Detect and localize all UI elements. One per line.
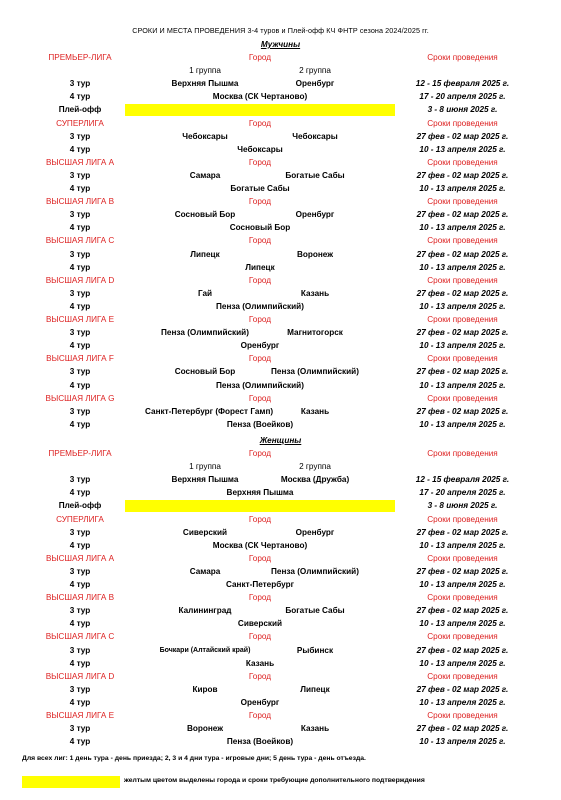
venue-group-2: Казань: [300, 288, 330, 298]
dates-header: Сроки проведения: [427, 393, 498, 403]
round-label: 3 тур: [69, 645, 91, 655]
league-header-row: [0, 313, 561, 326]
schedule-row: [0, 248, 561, 261]
venue-group-2: Рыбинск: [296, 645, 334, 655]
venue: Казань: [245, 658, 275, 668]
round-label: 3 тур: [69, 79, 91, 89]
city-header: Город: [248, 711, 272, 720]
event-dates: 10 - 13 апреля 2025 г.: [419, 184, 506, 193]
schedule-row: [0, 696, 561, 709]
round-label: 4 тур: [69, 488, 91, 498]
venue-group-1: Киров: [192, 684, 218, 694]
schedule-row: [0, 169, 561, 182]
round-label: 3 тур: [69, 684, 91, 694]
league-name: ВЫСШАЯ ЛИГА Е: [45, 315, 115, 324]
round-label: 3 тур: [69, 406, 91, 416]
round-label: Плей-офф: [58, 105, 102, 115]
league-name: ВЫСШАЯ ЛИГА G: [45, 393, 115, 403]
schedule-row: [0, 418, 561, 431]
schedule-row: [0, 657, 561, 670]
legend-highlight-swatch: [22, 776, 120, 788]
league-name: ВЫСШАЯ ЛИГА В: [45, 593, 115, 603]
event-dates: 27 фев - 02 мар 2025 г.: [416, 724, 509, 734]
league-name: ВЫСШАЯ ЛИГА D: [45, 671, 115, 681]
venue-group-2: Чебоксары: [292, 131, 338, 141]
event-dates: 3 - 8 июня 2025 г.: [427, 105, 498, 115]
round-label: 4 тур: [69, 540, 91, 550]
round-label: 3 тур: [69, 724, 91, 734]
men-heading: Мужчины: [260, 40, 301, 49]
event-dates: 3 - 8 июня 2025 г.: [427, 501, 498, 511]
schedule-row: [0, 221, 561, 234]
venue: Оренбург: [240, 697, 280, 707]
city-header: Город: [248, 671, 272, 681]
dates-header: Сроки проведения: [427, 275, 498, 285]
venue-group-1: Чебоксары: [182, 131, 228, 141]
venue: Москва (СК Чертаново): [212, 540, 308, 550]
venue-group-1: Бочкари (Алтайский край): [159, 646, 251, 654]
event-dates: 27 фев - 02 мар 2025 г.: [416, 249, 509, 259]
round-label: 3 тур: [69, 475, 91, 485]
league-header-row: [0, 552, 561, 565]
league-header-row: [0, 352, 561, 365]
league-header-row: [0, 630, 561, 643]
league-header-row: [0, 513, 561, 526]
groups-row: [0, 460, 561, 473]
round-label: 3 тур: [69, 131, 91, 141]
city-header: Город: [248, 553, 272, 563]
group-2-label: 2 группа: [299, 462, 331, 472]
schedule-row: [0, 722, 561, 735]
schedule-row: [0, 604, 561, 617]
venue-group-2: Пенза (Олимпийский): [271, 367, 359, 377]
league-name: СУПЕРЛИГА: [56, 118, 104, 128]
schedule-row: [0, 565, 561, 578]
event-dates: 10 - 13 апреля 2025 г.: [419, 262, 506, 272]
round-label: Плей-офф: [58, 501, 102, 511]
document-title: СРОКИ И МЕСТА ПРОВЕДЕНИЯ 3-4 туров и Плей-офф КЧ ФНТР сезона 2024/2025 гг.: [132, 26, 429, 35]
league-header-row: [0, 156, 561, 169]
group-1-label: 1 группа: [189, 462, 221, 472]
venue-group-2: Магнитогорск: [287, 328, 343, 338]
dates-header: Сроки проведения: [427, 514, 498, 524]
event-dates: 10 - 13 апреля 2025 г.: [419, 580, 506, 589]
round-label: 3 тур: [69, 566, 91, 576]
league-header-row: [0, 51, 561, 64]
round-label: 4 тур: [69, 619, 91, 629]
round-label: 4 тур: [69, 380, 91, 390]
event-dates: 12 - 15 февраля 2025 г.: [415, 475, 510, 485]
schedule-row: [0, 326, 561, 339]
round-label: 4 тур: [69, 301, 91, 311]
venue: Пенза (Олимпийский): [216, 301, 304, 311]
dates-header: Сроки проведения: [427, 53, 498, 62]
schedule-row: [0, 486, 561, 499]
venue: Пенза (Олимпийский): [216, 380, 304, 390]
city-header: Город: [248, 449, 272, 458]
city-header: Город: [248, 354, 272, 364]
venue-group-2: Казань: [300, 406, 330, 416]
schedule-row: [0, 261, 561, 274]
round-label: 4 тур: [69, 223, 91, 233]
round-label: 4 тур: [69, 144, 91, 154]
round-label: 4 тур: [69, 262, 91, 272]
city-header: Город: [248, 315, 272, 324]
league-header-row: [0, 392, 561, 405]
city-header: Город: [248, 53, 272, 62]
schedule-row: [0, 683, 561, 696]
venue-group-2: Пенза (Олимпийский): [271, 566, 359, 576]
round-label: 3 тур: [69, 288, 91, 298]
city-header: Город: [248, 236, 272, 246]
venue-group-2: Москва (Дружба): [280, 475, 350, 485]
footer-note: Для всех лиг: 1 день тура - день приезда; 2, 3 и 4 дни тура - игровые дни; 5 день тура - день отъезда.: [22, 755, 366, 762]
groups-row: [0, 64, 561, 77]
dates-header: Сроки проведения: [427, 315, 498, 324]
schedule-row: [0, 578, 561, 591]
dates-header: Сроки проведения: [427, 553, 498, 563]
venue-group-1: Санкт-Петербург (Форест Гамп): [145, 406, 274, 416]
schedule-row: [0, 130, 561, 143]
schedule-row: [0, 103, 561, 116]
round-label: 3 тур: [69, 170, 91, 180]
league-name: ВЫСШАЯ ЛИГА В: [45, 197, 115, 207]
round-label: 3 тур: [69, 527, 91, 537]
venue-group-2: Богатые Сабы: [285, 170, 345, 180]
group-1-label: 1 группа: [189, 66, 221, 76]
league-header-row: [0, 709, 561, 722]
venue: Верхняя Пышма: [226, 488, 294, 498]
league-header-row: [0, 670, 561, 683]
venue-group-1: Самара: [189, 566, 221, 576]
league-name: ВЫСШАЯ ЛИГА С: [45, 236, 115, 246]
venue-group-2: Богатые Сабы: [285, 606, 345, 616]
event-dates: 17 - 20 апреля 2025 г.: [419, 92, 506, 102]
group-2-label: 2 группа: [299, 66, 331, 76]
venue: Пенза (Воейков): [226, 419, 294, 429]
women-heading: Женщины: [259, 436, 302, 445]
event-dates: 10 - 13 апреля 2025 г.: [419, 619, 506, 629]
round-label: 4 тур: [69, 658, 91, 668]
schedule-row: [0, 365, 561, 378]
footer-legend: желтым цветом выделены города и сроки требующие дополнительного подтверждения: [124, 777, 425, 784]
venue-group-2: Оренбург: [295, 527, 335, 537]
schedule-row: [0, 339, 561, 352]
event-dates: 27 фев - 02 мар 2025 г.: [416, 527, 509, 537]
city-header: Город: [248, 632, 272, 642]
event-dates: 10 - 13 апреля 2025 г.: [419, 697, 506, 707]
schedule-row: [0, 77, 561, 90]
schedule-row: [0, 379, 561, 392]
league-header-row: [0, 234, 561, 247]
event-dates: 27 фев - 02 мар 2025 г.: [416, 328, 509, 338]
round-label: 3 тур: [69, 606, 91, 616]
league-name: ВЫСШАЯ ЛИГА А: [45, 553, 115, 563]
event-dates: 27 фев - 02 мар 2025 г.: [416, 684, 509, 694]
city-header: Город: [248, 118, 272, 128]
schedule-row: [0, 405, 561, 418]
schedule-row: [0, 473, 561, 486]
venue-group-1: Сосновый Бор: [174, 367, 236, 377]
venue-group-1: Верхняя Пышма: [171, 79, 239, 89]
schedule-row: [0, 644, 561, 657]
venue: Чебоксары: [237, 144, 283, 154]
schedule-row: [0, 499, 561, 512]
event-dates: 27 фев - 02 мар 2025 г.: [416, 210, 509, 220]
dates-header: Сроки проведения: [427, 711, 498, 720]
city-header: Город: [248, 393, 272, 403]
venue: Пенза (Воейков): [226, 737, 294, 747]
venue: Богатые Сабы: [230, 184, 290, 193]
event-dates: 10 - 13 апреля 2025 г.: [419, 301, 506, 311]
event-dates: 10 - 13 апреля 2025 г.: [419, 341, 506, 351]
event-dates: 17 - 20 апреля 2025 г.: [419, 488, 506, 498]
league-name: ПРЕМЬЕР-ЛИГА: [48, 53, 112, 62]
league-name: ПРЕМЬЕР-ЛИГА: [48, 449, 112, 458]
venue-group-1: Воронеж: [186, 724, 224, 734]
league-header-row: [0, 447, 561, 460]
venue-group-2: Казань: [300, 724, 330, 734]
schedule-row: [0, 208, 561, 221]
venue-group-2: Воронеж: [296, 249, 334, 259]
round-label: 3 тур: [69, 328, 91, 338]
event-dates: 27 фев - 02 мар 2025 г.: [416, 170, 509, 180]
venue: Оренбург: [240, 341, 280, 351]
venue-group-1: Пенза (Олимпийский): [161, 328, 249, 338]
event-dates: 10 - 13 апреля 2025 г.: [419, 737, 506, 747]
event-dates: 27 фев - 02 мар 2025 г.: [416, 406, 509, 416]
round-label: 3 тур: [69, 367, 91, 377]
schedule-row: [0, 143, 561, 156]
dates-header: Сроки проведения: [427, 671, 498, 681]
league-header-row: [0, 591, 561, 604]
venue: Сиверский: [237, 619, 283, 629]
city-header: Город: [248, 514, 272, 524]
venue-group-1: Верхняя Пышма: [171, 475, 239, 485]
dates-header: Сроки проведения: [427, 593, 498, 603]
schedule-row: [0, 526, 561, 539]
venue-group-1: Самара: [189, 170, 221, 180]
schedule-row: [0, 300, 561, 313]
league-header-row: [0, 274, 561, 287]
round-label: 4 тур: [69, 184, 91, 193]
venue-group-2: Липецк: [300, 684, 330, 694]
event-dates: 27 фев - 02 мар 2025 г.: [416, 131, 509, 141]
event-dates: 10 - 13 апреля 2025 г.: [419, 419, 506, 429]
venue-group-2: Оренбург: [295, 210, 335, 220]
dates-header: Сроки проведения: [427, 354, 498, 364]
league-name: ВЫСШАЯ ЛИГА D: [45, 275, 115, 285]
event-dates: 27 фев - 02 мар 2025 г.: [416, 606, 509, 616]
city-header: Город: [248, 593, 272, 603]
event-dates: 27 фев - 02 мар 2025 г.: [416, 645, 509, 655]
round-label: 4 тур: [69, 419, 91, 429]
event-dates: 27 фев - 02 мар 2025 г.: [416, 566, 509, 576]
venue: Москва (СК Чертаново): [212, 92, 308, 102]
round-label: 3 тур: [69, 249, 91, 259]
league-name: СУПЕРЛИГА: [56, 514, 104, 524]
schedule-row: [0, 182, 561, 195]
dates-header: Сроки проведения: [427, 157, 498, 167]
schedule-row: [0, 539, 561, 552]
dates-header: Сроки проведения: [427, 118, 498, 128]
event-dates: 12 - 15 февраля 2025 г.: [415, 79, 510, 89]
league-name: ВЫСШАЯ ЛИГА Е: [45, 711, 115, 720]
round-label: 4 тур: [69, 697, 91, 707]
dates-header: Сроки проведения: [427, 236, 498, 246]
event-dates: 10 - 13 апреля 2025 г.: [419, 540, 506, 550]
event-dates: 27 фев - 02 мар 2025 г.: [416, 367, 509, 377]
venue-group-1: Сиверский: [182, 527, 228, 537]
event-dates: 10 - 13 апреля 2025 г.: [419, 658, 506, 668]
round-label: 4 тур: [69, 580, 91, 589]
league-name: ВЫСШАЯ ЛИГА С: [45, 632, 115, 642]
dates-header: Сроки проведения: [427, 632, 498, 642]
league-header-row: [0, 117, 561, 130]
league-name: ВЫСШАЯ ЛИГА А: [45, 157, 115, 167]
event-dates: 10 - 13 апреля 2025 г.: [419, 144, 506, 154]
venue-group-1: Липецк: [190, 249, 220, 259]
schedule-row: [0, 617, 561, 630]
round-label: 4 тур: [69, 92, 91, 102]
city-header: Город: [248, 197, 272, 207]
dates-header: Сроки проведения: [427, 197, 498, 207]
round-label: 3 тур: [69, 210, 91, 220]
schedule-row: [0, 735, 561, 748]
venue-group-2: Оренбург: [295, 79, 335, 89]
event-dates: 27 фев - 02 мар 2025 г.: [416, 288, 509, 298]
league-header-row: [0, 195, 561, 208]
city-header: Город: [248, 157, 272, 167]
city-header: Город: [248, 275, 272, 285]
venue-group-1: Сосновый Бор: [174, 210, 236, 220]
event-dates: 10 - 13 апреля 2025 г.: [419, 223, 506, 233]
venue-group-1: Гай: [197, 288, 213, 298]
event-dates: 10 - 13 апреля 2025 г.: [419, 380, 506, 390]
schedule-row: [0, 287, 561, 300]
venue: Санкт-Петербург: [225, 580, 295, 589]
venue: Сосновый Бор: [229, 223, 291, 233]
dates-header: Сроки проведения: [427, 449, 498, 458]
round-label: 4 тур: [69, 737, 91, 747]
venue-group-1: Калининград: [178, 606, 232, 616]
round-label: 4 тур: [69, 341, 91, 351]
league-name: ВЫСШАЯ ЛИГА F: [46, 354, 114, 364]
venue: Липецк: [245, 262, 275, 272]
schedule-row: [0, 90, 561, 103]
